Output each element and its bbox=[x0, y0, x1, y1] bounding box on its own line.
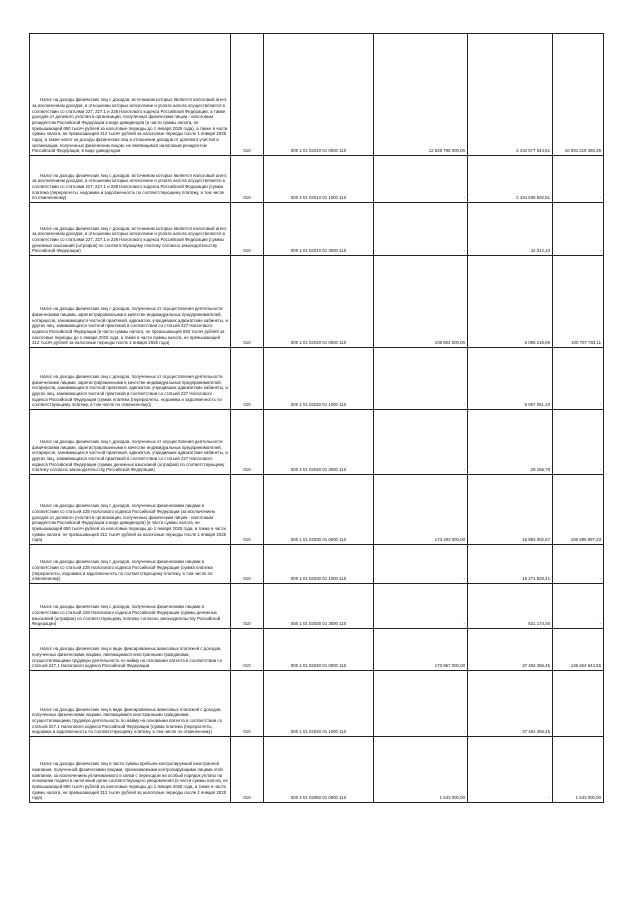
row-approved: 1 543 000,00 bbox=[374, 737, 468, 803]
row-code: 010 bbox=[231, 584, 264, 629]
row-code: 010 bbox=[231, 671, 264, 737]
row-name bbox=[30, 475, 231, 545]
row-remaining: - bbox=[553, 156, 604, 203]
row-approved: - bbox=[374, 584, 468, 629]
table-row bbox=[30, 584, 604, 629]
row-kbk: 000 1 01 02020 01 1000 110 bbox=[264, 348, 374, 410]
row-executed: 2 434 577 544,61 bbox=[468, 34, 553, 156]
row-kbk: 000 1 01 02040 01 1000 110 bbox=[264, 671, 374, 737]
row-kbk: 000 1 01 02030 01 0000 110 bbox=[264, 475, 374, 545]
row-kbk: 000 1 01 02010 01 0000 110 bbox=[264, 34, 374, 156]
row-name-text: Налог на доходы физических лиц с доходов, полученных физическими лицами в соответствии со статьей 228 Налогового кодекса Российской Федерации (суммы денежных взысканий (штрафов) по соответствующему платежу согласно законодательству Российской Федерации) bbox=[32, 604, 221, 627]
row-remaining: 1 543 000,00 bbox=[553, 737, 604, 803]
row-code: 010 bbox=[231, 545, 264, 584]
row-name-text: Налог на доходы физических лиц в части суммы прибыли контролируемой иностранной компании, полученной физическими лицами, признаваемыми контролирующими лицами этой компании, за исключением уплачиваемого в связи с переходом на особый порядок уплаты на основании подачи в налоговый орган соответствующего уведомления (в части суммы налога, не превышающей 650 тысяч рублей за налоговые периоды до 1 января 2025 года, а также в части суммы налога, не превышающей 312 тысяч рублей за налоговые периоды после 1 января 2025 года) bbox=[32, 761, 228, 801]
row-name bbox=[30, 545, 231, 584]
row-name-text: Налог на доходы физических лиц в виде фиксированных авансовых платежей с доходов, полученных физическими лицами, являющимися иностранными гражданами, осуществляющими трудовую деятельность по найму на основании патента в соответствии со статьей 227.1 Налогового кодекса Российской Федерации bbox=[32, 646, 223, 669]
row-executed: 621 174,26 bbox=[468, 584, 553, 629]
table-row bbox=[30, 34, 604, 156]
row-code: 010 bbox=[231, 475, 264, 545]
row-kbk: 000 1 01 02020 01 3000 110 bbox=[264, 410, 374, 475]
row-name bbox=[30, 737, 231, 803]
row-remaining: 10 094 218 455,39 bbox=[553, 34, 604, 156]
row-name-text: Налог на доходы физических лиц с доходов, полученных от осуществления деятельности физическими лицами, зарегистрированными в качестве индивидуальных предпринимателей, нотариусов, занимающихся частной практикой, адвокатов, учредивших адвокатские кабинеты, и других лиц, занимающихся частной практикой в соответствии со статьей 227 Налогового кодекса Российской Федерации (сумма платежа (перерасчеты, недоимка и задолженность по соответствующему платежу, в том числе по отмененному)) bbox=[32, 374, 228, 408]
row-kbk: 000 1 01 02010 01 3000 110 bbox=[264, 203, 374, 256]
table-row bbox=[30, 348, 604, 410]
row-name bbox=[30, 410, 231, 475]
row-executed: 37 492 356,45 bbox=[468, 629, 553, 671]
row-name bbox=[30, 34, 231, 156]
row-code: 010 bbox=[231, 737, 264, 803]
table-row bbox=[30, 737, 604, 803]
row-approved: - bbox=[374, 671, 468, 737]
table-row bbox=[30, 475, 604, 545]
row-name bbox=[30, 156, 231, 203]
row-code: 010 bbox=[231, 410, 264, 475]
row-executed: - bbox=[468, 737, 553, 803]
row-remaining: - bbox=[553, 545, 604, 584]
row-name-text: Налог на доходы физических лиц с доходов, источником которых является налоговый агент, за исключением доходов, в отношении которых исчисление и уплата налога осуществляются в соответствии со статьями 227, 227.1 и 228 Налогового кодекса Российской Федерации (сумма платежа (перерасчеты, недоимка и задолженность по соответствующему платежу, в том числе по отмененному) bbox=[32, 172, 228, 201]
row-name bbox=[30, 671, 231, 737]
row-name-text: Налог на доходы физических лиц с доходов, источником которых является налоговый агент, за исключением доходов, в отношении которых исчисление и уплата налога осуществляются в соответствии со статьями 227, 227.1 и 228 Налогового кодекса Российской Федерации, а также доходов от долевого участия в организации, полученных физическим лицом - налоговым резидентом Российской Федерации в виде дивидендов (в части суммы налога, не превышающей 650 тысяч рублей за налоговые периоды до 1 января 2025 года), а также в части суммы налога, не превышающей 312 тысяч рублей за налоговые периоды после 1 января 2025 года), а также налог на доходы физических лиц в отношении доходов от долевого участия в организации, полученных физическим лицом, не являющимся налоговым резидентом Российской Федерации, в виде дивидендов bbox=[32, 97, 228, 154]
row-remaining: 100 707 783,11 bbox=[553, 256, 604, 348]
row-approved: 12 528 796 000,00 bbox=[374, 34, 468, 156]
table-row bbox=[30, 410, 604, 475]
row-remaining: 136 464 643,55 bbox=[553, 629, 604, 671]
table-row bbox=[30, 545, 604, 584]
row-code: 010 bbox=[231, 629, 264, 671]
row-remaining: - bbox=[553, 348, 604, 410]
row-code: 010 bbox=[231, 256, 264, 348]
row-kbk: 000 1 01 02020 01 0000 110 bbox=[264, 256, 374, 348]
row-executed: 42 012,10 bbox=[468, 203, 553, 256]
row-approved: - bbox=[374, 156, 468, 203]
row-kbk: 000 1 01 02050 01 0000 110 bbox=[264, 737, 374, 803]
table-row bbox=[30, 203, 604, 256]
row-kbk: 000 1 01 02030 01 3000 110 bbox=[264, 584, 374, 629]
row-executed: 6 096 216,89 bbox=[468, 256, 553, 348]
revenue-table bbox=[29, 33, 604, 803]
row-kbk: 000 1 01 02010 01 1000 110 bbox=[264, 156, 374, 203]
row-executed: 6 067 051,10 bbox=[468, 348, 553, 410]
row-approved: 173 957 000,00 bbox=[374, 629, 468, 671]
row-executed: 16 893 002,67 bbox=[468, 475, 553, 545]
row-remaining: - bbox=[553, 410, 604, 475]
row-remaining: 156 599 997,33 bbox=[553, 475, 604, 545]
row-name-text: Налог на доходы физических лиц с доходов, источником которых является налоговый агент, за исключением доходов, в отношении которых исчисление и уплата налога осуществляются в соответствии со статьями 227, 227.1 и 228 Налогового кодекса Российской Федерации (суммы денежных взысканий (штрафов) по соответствующему платежу согласно законодательству Российской Федерации) bbox=[32, 225, 228, 254]
row-executed: 16 271 828,41 bbox=[468, 545, 553, 584]
row-name-text: Налог на доходы физических лиц в виде фиксированных авансовых платежей с доходов, полученных физическими лицами, являющимися иностранными гражданами, осуществляющими трудовую деятельность по найму на основании патента в соответствии со статьей 227.1 Налогового кодекса Российской Федерации (сумма платежа (перерасчеты, недоимка и задолженность по соответствующему платежу, в том числе по отмененному) bbox=[32, 706, 223, 735]
table-row bbox=[30, 671, 604, 737]
row-name bbox=[30, 584, 231, 629]
table-row bbox=[30, 156, 604, 203]
row-name-text: Налог на доходы физических лиц с доходов, полученных от осуществления деятельности физическими лицами, зарегистрированными в качестве индивидуальных предпринимателей, нотариусов, занимающихся частной практикой, адвокатов, учредивших адвокатские кабинеты, и других лиц, занимающихся частной практикой в соответствии со статьей 227 Налогового кодекса Российской Федерации (в части суммы налога, не превышающей 650 тысяч рублей за налоговые периоды до 1 января 2025 года, а также в части суммы налога, не превышающей 312 тысяч рублей за налоговые периоды после 1 января 2025 года) bbox=[32, 306, 228, 346]
row-approved: - bbox=[374, 410, 468, 475]
row-remaining: - bbox=[553, 584, 604, 629]
row-executed: 29 165,79 bbox=[468, 410, 553, 475]
row-name-text: Налог на доходы физических лиц с доходов, полученных от осуществления деятельности физическими лицами, зарегистрированными в качестве индивидуальных предпринимателей, нотариусов, занимающихся частной практикой, адвокатов, учредивших адвокатские кабинеты, и других лиц, занимающихся частной практикой в соответствии со статьей 227 Налогового кодекса Российской Федерации (суммы денежных взысканий (штрафов) по соответствующему платежу согласно законодательству Российской Федерации) bbox=[32, 439, 228, 473]
row-approved: 173 493 000,00 bbox=[374, 475, 468, 545]
row-kbk: 000 1 01 02040 01 0000 110 bbox=[264, 629, 374, 671]
row-approved: - bbox=[374, 545, 468, 584]
row-executed: 37 492 356,45 bbox=[468, 671, 553, 737]
row-approved: - bbox=[374, 348, 468, 410]
row-approved: 106 804 000,00 bbox=[374, 256, 468, 348]
row-code: 010 bbox=[231, 34, 264, 156]
row-name-text: Налог на доходы физических лиц с доходов, полученных физическими лицами в соответствии со статьей 228 Налогового кодекса Российской Федерации (сумма платежа (перерасчеты, недоимка и задолженность по соответствующему платежу, в том числе по отмененному) bbox=[32, 559, 213, 582]
table-row bbox=[30, 629, 604, 671]
row-name bbox=[30, 256, 231, 348]
row-remaining: - bbox=[553, 203, 604, 256]
row-code: 010 bbox=[231, 348, 264, 410]
row-name-text: Налог на доходы физических лиц с доходов, полученных физическими лицами в соответствии со статьей 228 Налогового кодекса Российской Федерации (за исключением доходов от долевого участия в организации, полученных физическим лицом - налоговым резидентом Российской Федерации в виде дивидендов) (в части суммы налога, не превышающей 650 тысяч рублей за налоговые периоды до 1 января 2025 года, а также в части суммы налога, не превышающей 312 тысяч рублей за налоговые периоды после 1 января 2025 года) bbox=[32, 503, 227, 543]
row-name bbox=[30, 203, 231, 256]
row-executed: 2 434 535 532,51 bbox=[468, 156, 553, 203]
row-code: 010 bbox=[231, 156, 264, 203]
row-name bbox=[30, 348, 231, 410]
row-kbk: 000 1 01 02030 01 1000 110 bbox=[264, 545, 374, 584]
row-approved: - bbox=[374, 203, 468, 256]
table-row bbox=[30, 256, 604, 348]
row-name bbox=[30, 629, 231, 671]
row-code: 010 bbox=[231, 203, 264, 256]
row-remaining: - bbox=[553, 671, 604, 737]
